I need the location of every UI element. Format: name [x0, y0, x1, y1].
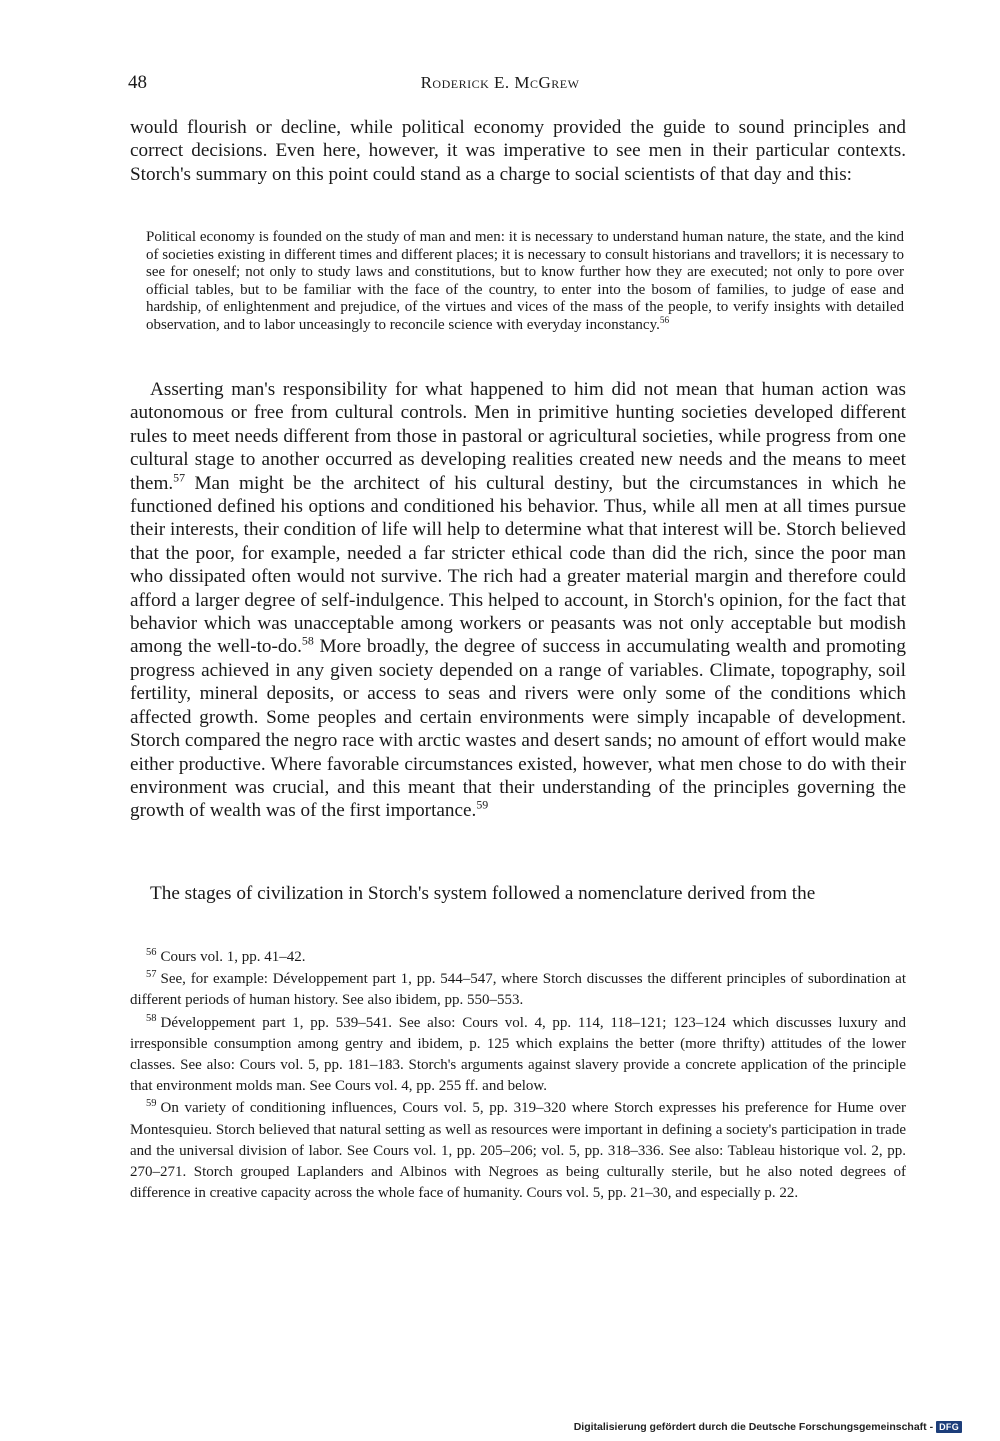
running-head: Roderick E. McGrew	[420, 73, 580, 92]
footnote-text: See, for example: Développement part 1, pp. 544–547, where Storch discusses the different principles of subordination at different periods of human history. See also ibidem, pp. 550–553.	[130, 971, 906, 1009]
paragraph-main-part-3: More broadly, the degree of success in accumulating wealth and promoting progress achieved in any given society depended on a range of variables. Climate, topography, soil fertility, mineral deposits, or access to seas and rivers were only some of the conditions which affected growth. Some peoples and certain environments were simply incapable of development. Storch compared the negro race with arctic wastes and desert sands; no amount of effort would make either productive. Where favorable circumstances existed, however, what men chose to do with their environment was crucial, and this meant that their understanding of the principles governing the growth of wealth was of the first importance.	[130, 636, 906, 822]
footnote-number: 56	[146, 947, 157, 958]
digitization-credit	[574, 1421, 962, 1433]
block-quote-text: Political economy is founded on the study of man and men: it is necessary to understand human nature, the state, and the kind of societies existing in different times and different places; it is necessary to consult historians and travellors; it is necessary to see for oneself; not only to study laws and constitutions, but to know further how they are executed; not only to pore over official tables, but to be familiar with the face of the country, to enter into the bosom of families, to judge of ease and hardship, of enlightenment and prejudice, of the virtues and vices of the mass of the people, to verify insights with detailed observation, and to labor unceasingly to reconcile science with everyday inconstancy.	[146, 229, 904, 333]
footnote-text: Développement part 1, pp. 539–541. See also: Cours vol. 4, pp. 114, 118–121; 123–124 which discusses luxury and irresponsible consumption among gentry and ibidem, p. 125 which explains the better (more thrifty) attitudes of the lower classes. See also: Cours vol. 5, pp. 181–183. Storch's arguments against slavery provide a concrete application of the principle that environment molds man. See Cours vol. 4, pp. 255 ff. and below.	[130, 1014, 906, 1095]
paragraph-main-part-1: Asserting man's responsibility for what happened to him did not mean that human action was autonomous or free from cultural controls. Men in primitive hunting societies developed different rules to meet needs different from those in pastoral or agricultural societies, while progress from one cultural stage to another occurred as developing realities created new needs and the means to meet them.	[130, 379, 906, 494]
footnote-text: Cours vol. 1, pp. 41–42.	[160, 949, 306, 965]
dfg-logo-icon: DFG	[936, 1421, 962, 1433]
footnote-number: 59	[146, 1098, 157, 1110]
footnote-ref-56: 56	[659, 315, 670, 326]
paragraph-stages: The stages of civilization in Storch's system followed a nomenclature derived from the	[150, 883, 816, 904]
paragraph-main	[130, 378, 906, 823]
footnote-text: On variety of conditioning influences, Cours vol. 5, pp. 319–320 where Storch expresses his preference for Hume over Montesquieu. Storch believed that natural setting as well as resources were important in defining a society's participation in trade and the universal division of labor. See Cours vol. 1, pp. 205–206; vol. 5, pp. 318–336. See also: Tableau historique vol. 2, pp. 270–271. Storch grouped Laplanders and Albinos with Negroes as being culturally sterile, but he also noted degrees of difference in creative capacity across the whole face of humanity. Cours vol. 5, pp. 21–30, and especially p. 22.	[130, 1100, 906, 1202]
page-number: 48	[128, 72, 147, 93]
credit-text: Digitalisierung gefördert durch die Deutsche Forschungsgemeinschaft -	[573, 1421, 934, 1433]
footnote-58	[130, 1013, 906, 1098]
paragraph-intro: would flourish or decline, while political economy provided the guide to sound principles and correct decisions. Even here, however, it was imperative to see men in their particular contexts. Storch's summary on this point could stand as a charge to social scientists of that day and this:	[130, 117, 906, 185]
paragraph-main-part-2: Man might be the architect of his cultural destiny, but the circumstances in which he functioned defined his options and conditioned his behavior. Thus, while all men at all times pursue their interests, their condition of life will help to determine what that interest will be. Storch believed that the poor, for example, needed a far stricter ethical code than did the rich, since the poor man who dissipated often would not survive. The rich had a greater material margin and therefore could afford a larger degree of self-indulgence. This helped to account, in Storch's opinion, for the fact that behavior which was unacceptable among workers or peasants was not only acceptable but modish among the well-to-do.	[130, 472, 906, 658]
footnote-ref-57: 57	[173, 470, 186, 485]
footnote-56	[130, 947, 906, 968]
footnote-ref-58: 58	[301, 634, 314, 649]
footnote-57	[130, 969, 906, 1011]
footnote-number: 57	[146, 969, 157, 981]
footnote-ref-59: 59	[476, 797, 489, 812]
footnotes	[130, 947, 906, 1205]
footnote-number: 58	[146, 1012, 157, 1024]
footnote-59	[130, 1098, 906, 1204]
block-quote	[146, 229, 904, 335]
